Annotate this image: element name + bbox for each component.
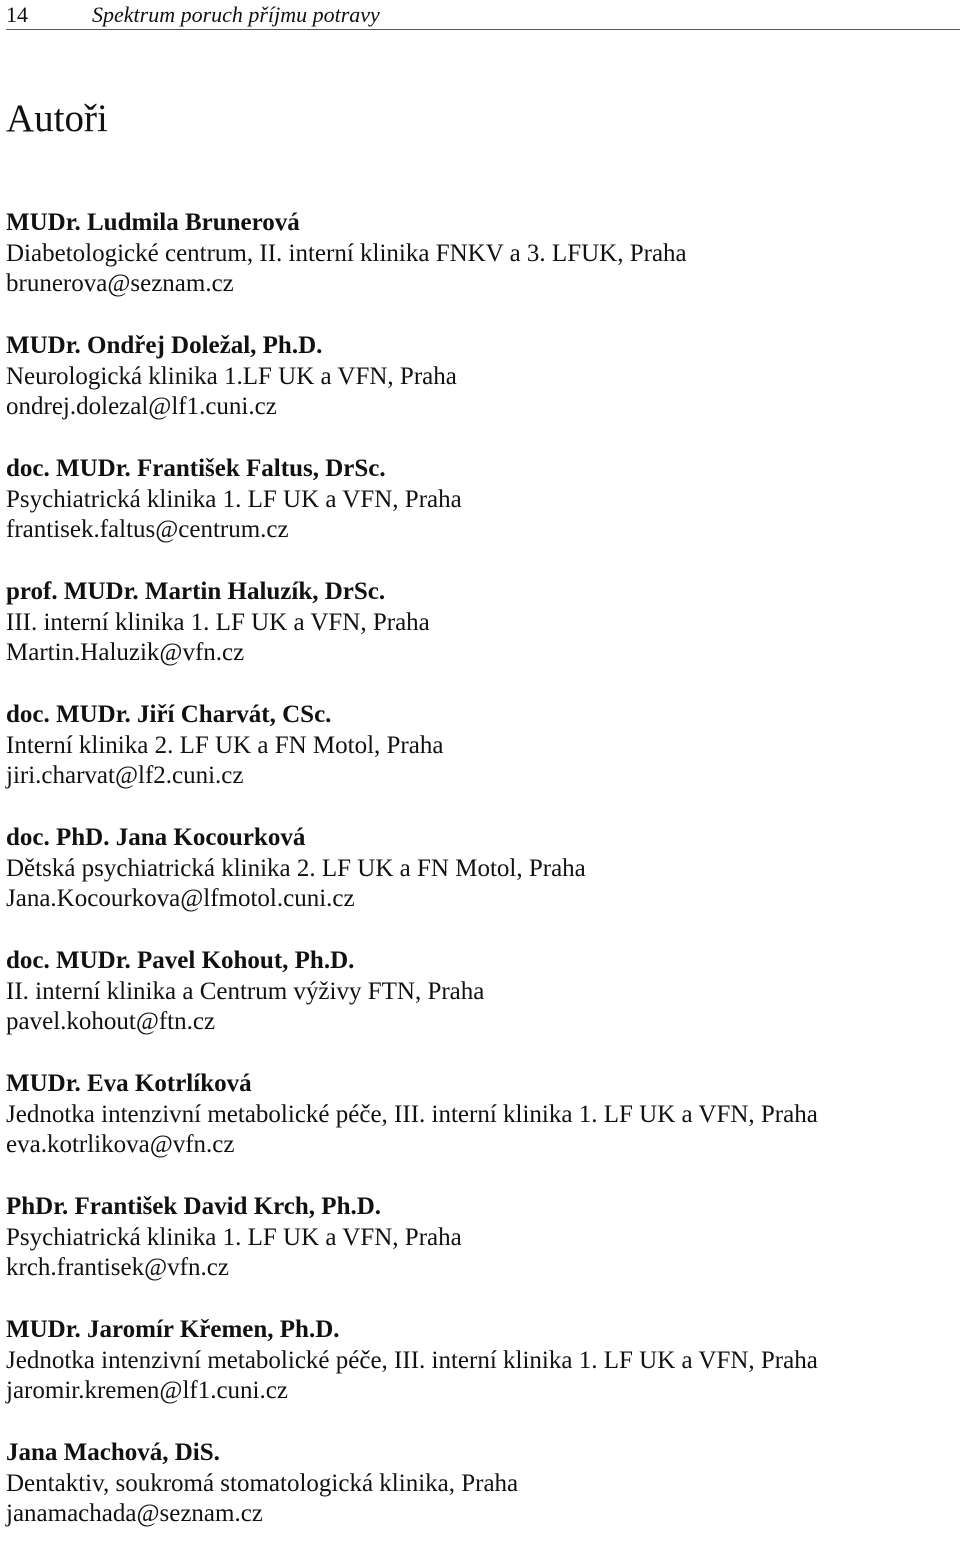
- author-name: doc. PhD. Jana Kocourková: [6, 824, 306, 851]
- page-header: [6, 0, 960, 30]
- author-email: Jana.Kocourkova@lfmotol.cuni.cz: [6, 885, 355, 913]
- author-name: prof. MUDr. Martin Haluzík, DrSc.: [6, 578, 386, 605]
- author-email: janamachada@seznam.cz: [6, 1500, 263, 1528]
- author-affiliation: Interní klinika 2. LF UK a FN Motol, Praha: [6, 731, 444, 759]
- author-entry: [6, 946, 956, 1069]
- author-entry: [6, 1069, 956, 1192]
- page-title: Autoři: [6, 97, 108, 140]
- author-email: Martin.Haluzik@vfn.cz: [6, 639, 245, 667]
- author-affiliation: Psychiatrická klinika 1. LF UK a VFN, Praha: [6, 1223, 462, 1251]
- author-entry: [6, 700, 956, 823]
- author-name: MUDr. Ondřej Doležal, Ph.D.: [6, 332, 323, 359]
- author-name: doc. MUDr. Jiří Charvát, CSc.: [6, 701, 332, 728]
- author-email: brunerova@seznam.cz: [6, 270, 234, 298]
- author-affiliation: Neurologická klinika 1.LF UK a VFN, Praha: [6, 362, 457, 390]
- author-affiliation: Diabetologické centrum, II. interní klinika FNKV a 3. LFUK, Praha: [6, 239, 687, 267]
- author-email: eva.kotrlikova@vfn.cz: [6, 1131, 235, 1159]
- author-name: MUDr. Jaromír Křemen, Ph.D.: [6, 1316, 340, 1343]
- author-entry: [6, 331, 956, 454]
- author-name: doc. MUDr. František Faltus, DrSc.: [6, 455, 386, 482]
- author-entry: [6, 1192, 956, 1315]
- author-affiliation: III. interní klinika 1. LF UK a VFN, Praha: [6, 608, 430, 636]
- author-name: doc. MUDr. Pavel Kohout, Ph.D.: [6, 947, 355, 974]
- page-number: 14: [6, 2, 28, 27]
- running-title: Spektrum poruch příjmu potravy: [92, 2, 380, 27]
- author-entry: [6, 454, 956, 577]
- author-entry: [6, 823, 956, 946]
- author-email: frantisek.faltus@centrum.cz: [6, 516, 289, 544]
- author-list: [6, 208, 956, 1561]
- author-affiliation: II. interní klinika a Centrum výživy FTN, Praha: [6, 977, 485, 1005]
- author-email: jaromir.kremen@lf1.cuni.cz: [6, 1377, 288, 1405]
- author-affiliation: Psychiatrická klinika 1. LF UK a VFN, Praha: [6, 485, 462, 513]
- author-affiliation: Dentaktiv, soukromá stomatologická klinika, Praha: [6, 1469, 519, 1497]
- author-email: pavel.kohout@ftn.cz: [6, 1008, 216, 1036]
- author-affiliation: Jednotka intenzivní metabolické péče, III. interní klinika 1. LF UK a VFN, Praha: [6, 1346, 818, 1374]
- author-email: ondrej.dolezal@lf1.cuni.cz: [6, 393, 277, 421]
- author-name: Jana Machová, DiS.: [6, 1439, 220, 1466]
- author-name: PhDr. František David Krch, Ph.D.: [6, 1193, 382, 1220]
- author-name: MUDr. Ludmila Brunerová: [6, 209, 300, 236]
- author-entry: [6, 1315, 956, 1438]
- header-rule: [6, 29, 960, 30]
- author-entry: [6, 208, 956, 331]
- author-name: MUDr. Eva Kotrlíková: [6, 1070, 252, 1097]
- author-email: krch.frantisek@vfn.cz: [6, 1254, 229, 1282]
- author-affiliation: Jednotka intenzivní metabolické péče, III. interní klinika 1. LF UK a VFN, Praha: [6, 1100, 818, 1128]
- author-entry: [6, 577, 956, 700]
- author-affiliation: Dětská psychiatrická klinika 2. LF UK a FN Motol, Praha: [6, 854, 586, 882]
- author-email: jiri.charvat@lf2.cuni.cz: [6, 762, 244, 790]
- author-entry: [6, 1438, 956, 1561]
